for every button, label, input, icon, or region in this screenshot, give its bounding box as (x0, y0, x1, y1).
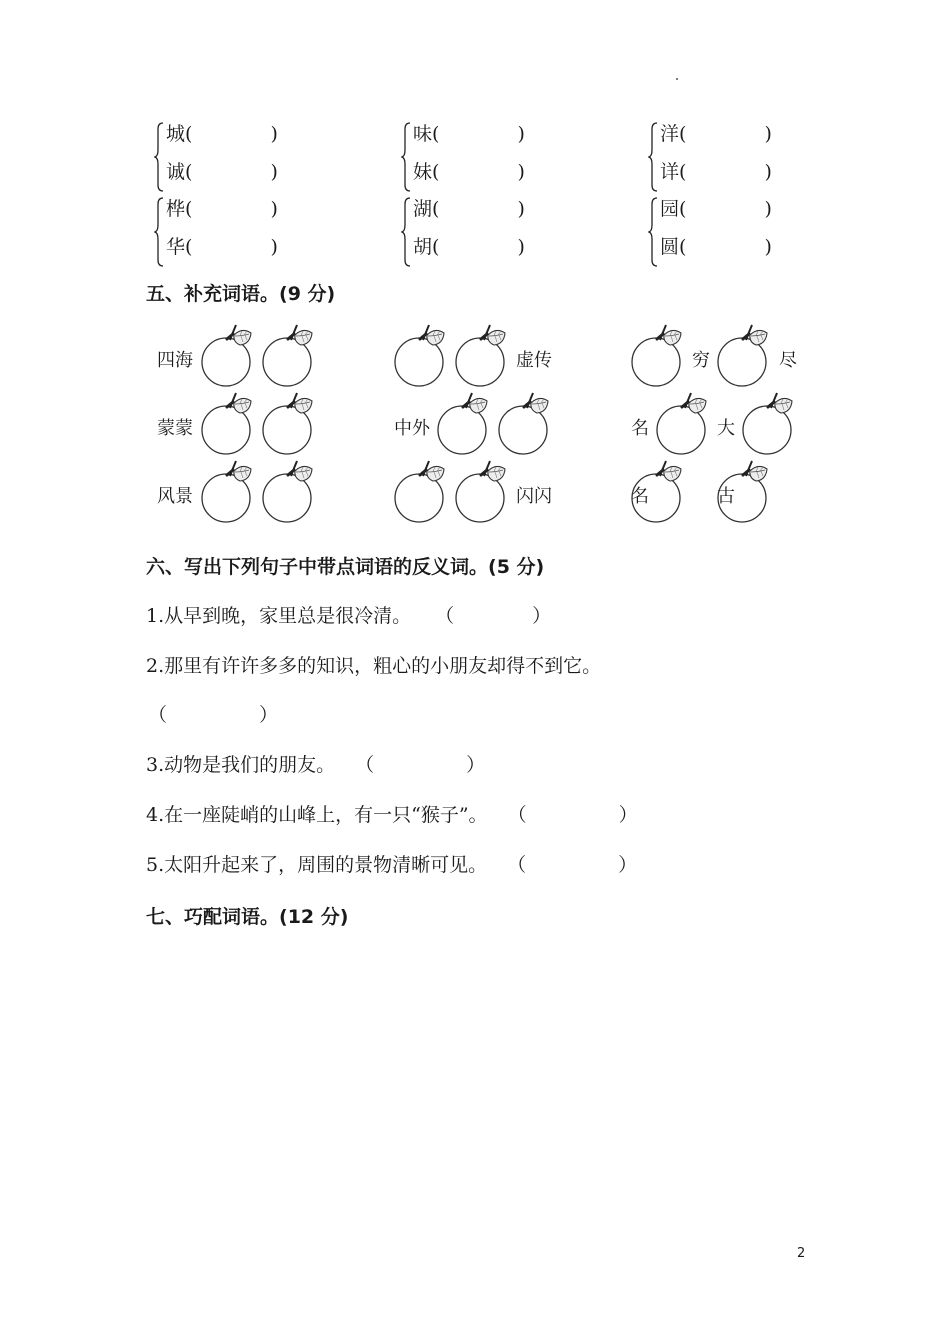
brace-icon (401, 195, 411, 269)
fruit-clue-label: 中外 (394, 418, 430, 439)
section5-score: (9 分) (279, 283, 336, 305)
character: 园 (660, 198, 680, 220)
character: 华 (166, 236, 186, 258)
paren-open: ( (679, 161, 687, 183)
fruit-clue-label: 风景 (157, 486, 193, 507)
answer-open: （ (148, 704, 168, 726)
section6-score: (5 分) (488, 556, 545, 578)
answer-close: ） (618, 854, 638, 876)
char-pair-5 (401, 195, 551, 269)
char-row (660, 122, 772, 146)
section7-title: 七、巧配词语。 (146, 906, 280, 928)
paren-open: ( (432, 236, 440, 258)
char-row (413, 122, 525, 146)
char-row (166, 160, 278, 184)
brace-icon (648, 120, 658, 194)
answer-close: ） (466, 754, 486, 776)
character: 妹 (413, 161, 433, 183)
answer-close: ） (259, 704, 279, 726)
paren-close: ) (270, 123, 278, 145)
char-pair-6 (648, 195, 798, 269)
section7-heading (146, 902, 348, 929)
paren-open: ( (185, 236, 193, 258)
question-2: 2.那里有许许多多的知识，粗心的小朋友却得不到它。 (146, 655, 602, 677)
brace-icon (401, 120, 411, 194)
fruit-clue-label: 穷 (692, 350, 710, 371)
paren-close: ) (270, 198, 278, 220)
page-number: 2 (797, 1246, 806, 1261)
fruit-clue-label: 大 (717, 418, 735, 439)
question-4: 4.在一座陡峭的山峰上，有一只“猴子”。 （ ） (146, 804, 638, 826)
char-row (166, 197, 278, 221)
brace-icon (154, 120, 164, 194)
section6-title: 六、写出下列句子中带点词语的反义词。 (146, 556, 489, 578)
question-1: 1.从早到晚，家里总是很冷清。 （ ） (146, 605, 552, 627)
paren-close: ) (764, 161, 772, 183)
paren-open: ( (185, 198, 193, 220)
paren-open: ( (432, 198, 440, 220)
paren-open: ( (432, 161, 440, 183)
character: 圆 (660, 236, 680, 258)
paren-close: ) (517, 236, 525, 258)
answer-close: ） (532, 605, 552, 627)
fruit-clue-label: 古 (717, 486, 735, 507)
paren-open: ( (185, 161, 193, 183)
paren-close: ) (517, 198, 525, 220)
fruit-clue-label: 蒙蒙 (157, 418, 193, 439)
paren-close: ) (270, 161, 278, 183)
fruit-clue-label: 尽 (779, 350, 797, 371)
answer-close: ） (618, 804, 638, 826)
answer-open: （ (507, 804, 527, 826)
paren-close: ) (270, 236, 278, 258)
brace-icon (154, 195, 164, 269)
char-row (413, 160, 525, 184)
char-pair-2 (401, 120, 551, 194)
character: 详 (660, 161, 680, 183)
paren-open: ( (432, 123, 440, 145)
section5-title: 五、补充词语。 (146, 283, 280, 305)
question-3: 3.动物是我们的朋友。 （ ） (146, 754, 486, 776)
fruit-clue-label: 四海 (157, 350, 193, 371)
char-pair-4 (154, 195, 304, 269)
char-row (660, 235, 772, 259)
question-2-answer (148, 700, 278, 727)
question-5: 5.太阳升起来了，周围的景物清晰可见。 （ ） (146, 854, 638, 876)
paren-open: ( (679, 236, 687, 258)
character: 桦 (166, 198, 186, 220)
fruit-blank-icon[interactable] (257, 454, 337, 534)
char-row (413, 235, 525, 259)
character: 湖 (413, 198, 433, 220)
paren-open: ( (679, 198, 687, 220)
fruit-clue-label: 名 (631, 418, 649, 439)
char-row (166, 122, 278, 146)
character: 诚 (166, 161, 186, 183)
section5-heading (146, 279, 335, 306)
paren-close: ) (764, 236, 772, 258)
stray-dot (676, 78, 678, 80)
char-row (660, 197, 772, 221)
answer-open: （ (355, 754, 375, 776)
paren-open: ( (185, 123, 193, 145)
character: 城 (166, 123, 186, 145)
fruit-clue-label: 名 (631, 486, 649, 507)
char-row (413, 197, 525, 221)
character: 洋 (660, 123, 680, 145)
answer-open: （ (507, 854, 527, 876)
paren-open: ( (679, 123, 687, 145)
character: 味 (413, 123, 433, 145)
section6-heading (146, 552, 544, 579)
paren-close: ) (517, 123, 525, 145)
fruit-clue-label: 闪闪 (516, 486, 552, 507)
section7-score: (12 分) (279, 906, 349, 928)
fruit-clue-label: 虚传 (516, 350, 552, 371)
brace-icon (648, 195, 658, 269)
character: 胡 (413, 236, 433, 258)
char-pair-1 (154, 120, 304, 194)
answer-open: （ (435, 605, 455, 627)
char-row (660, 160, 772, 184)
paren-close: ) (764, 123, 772, 145)
paren-close: ) (764, 198, 772, 220)
paren-close: ) (517, 161, 525, 183)
char-row (166, 235, 278, 259)
char-pair-3 (648, 120, 798, 194)
